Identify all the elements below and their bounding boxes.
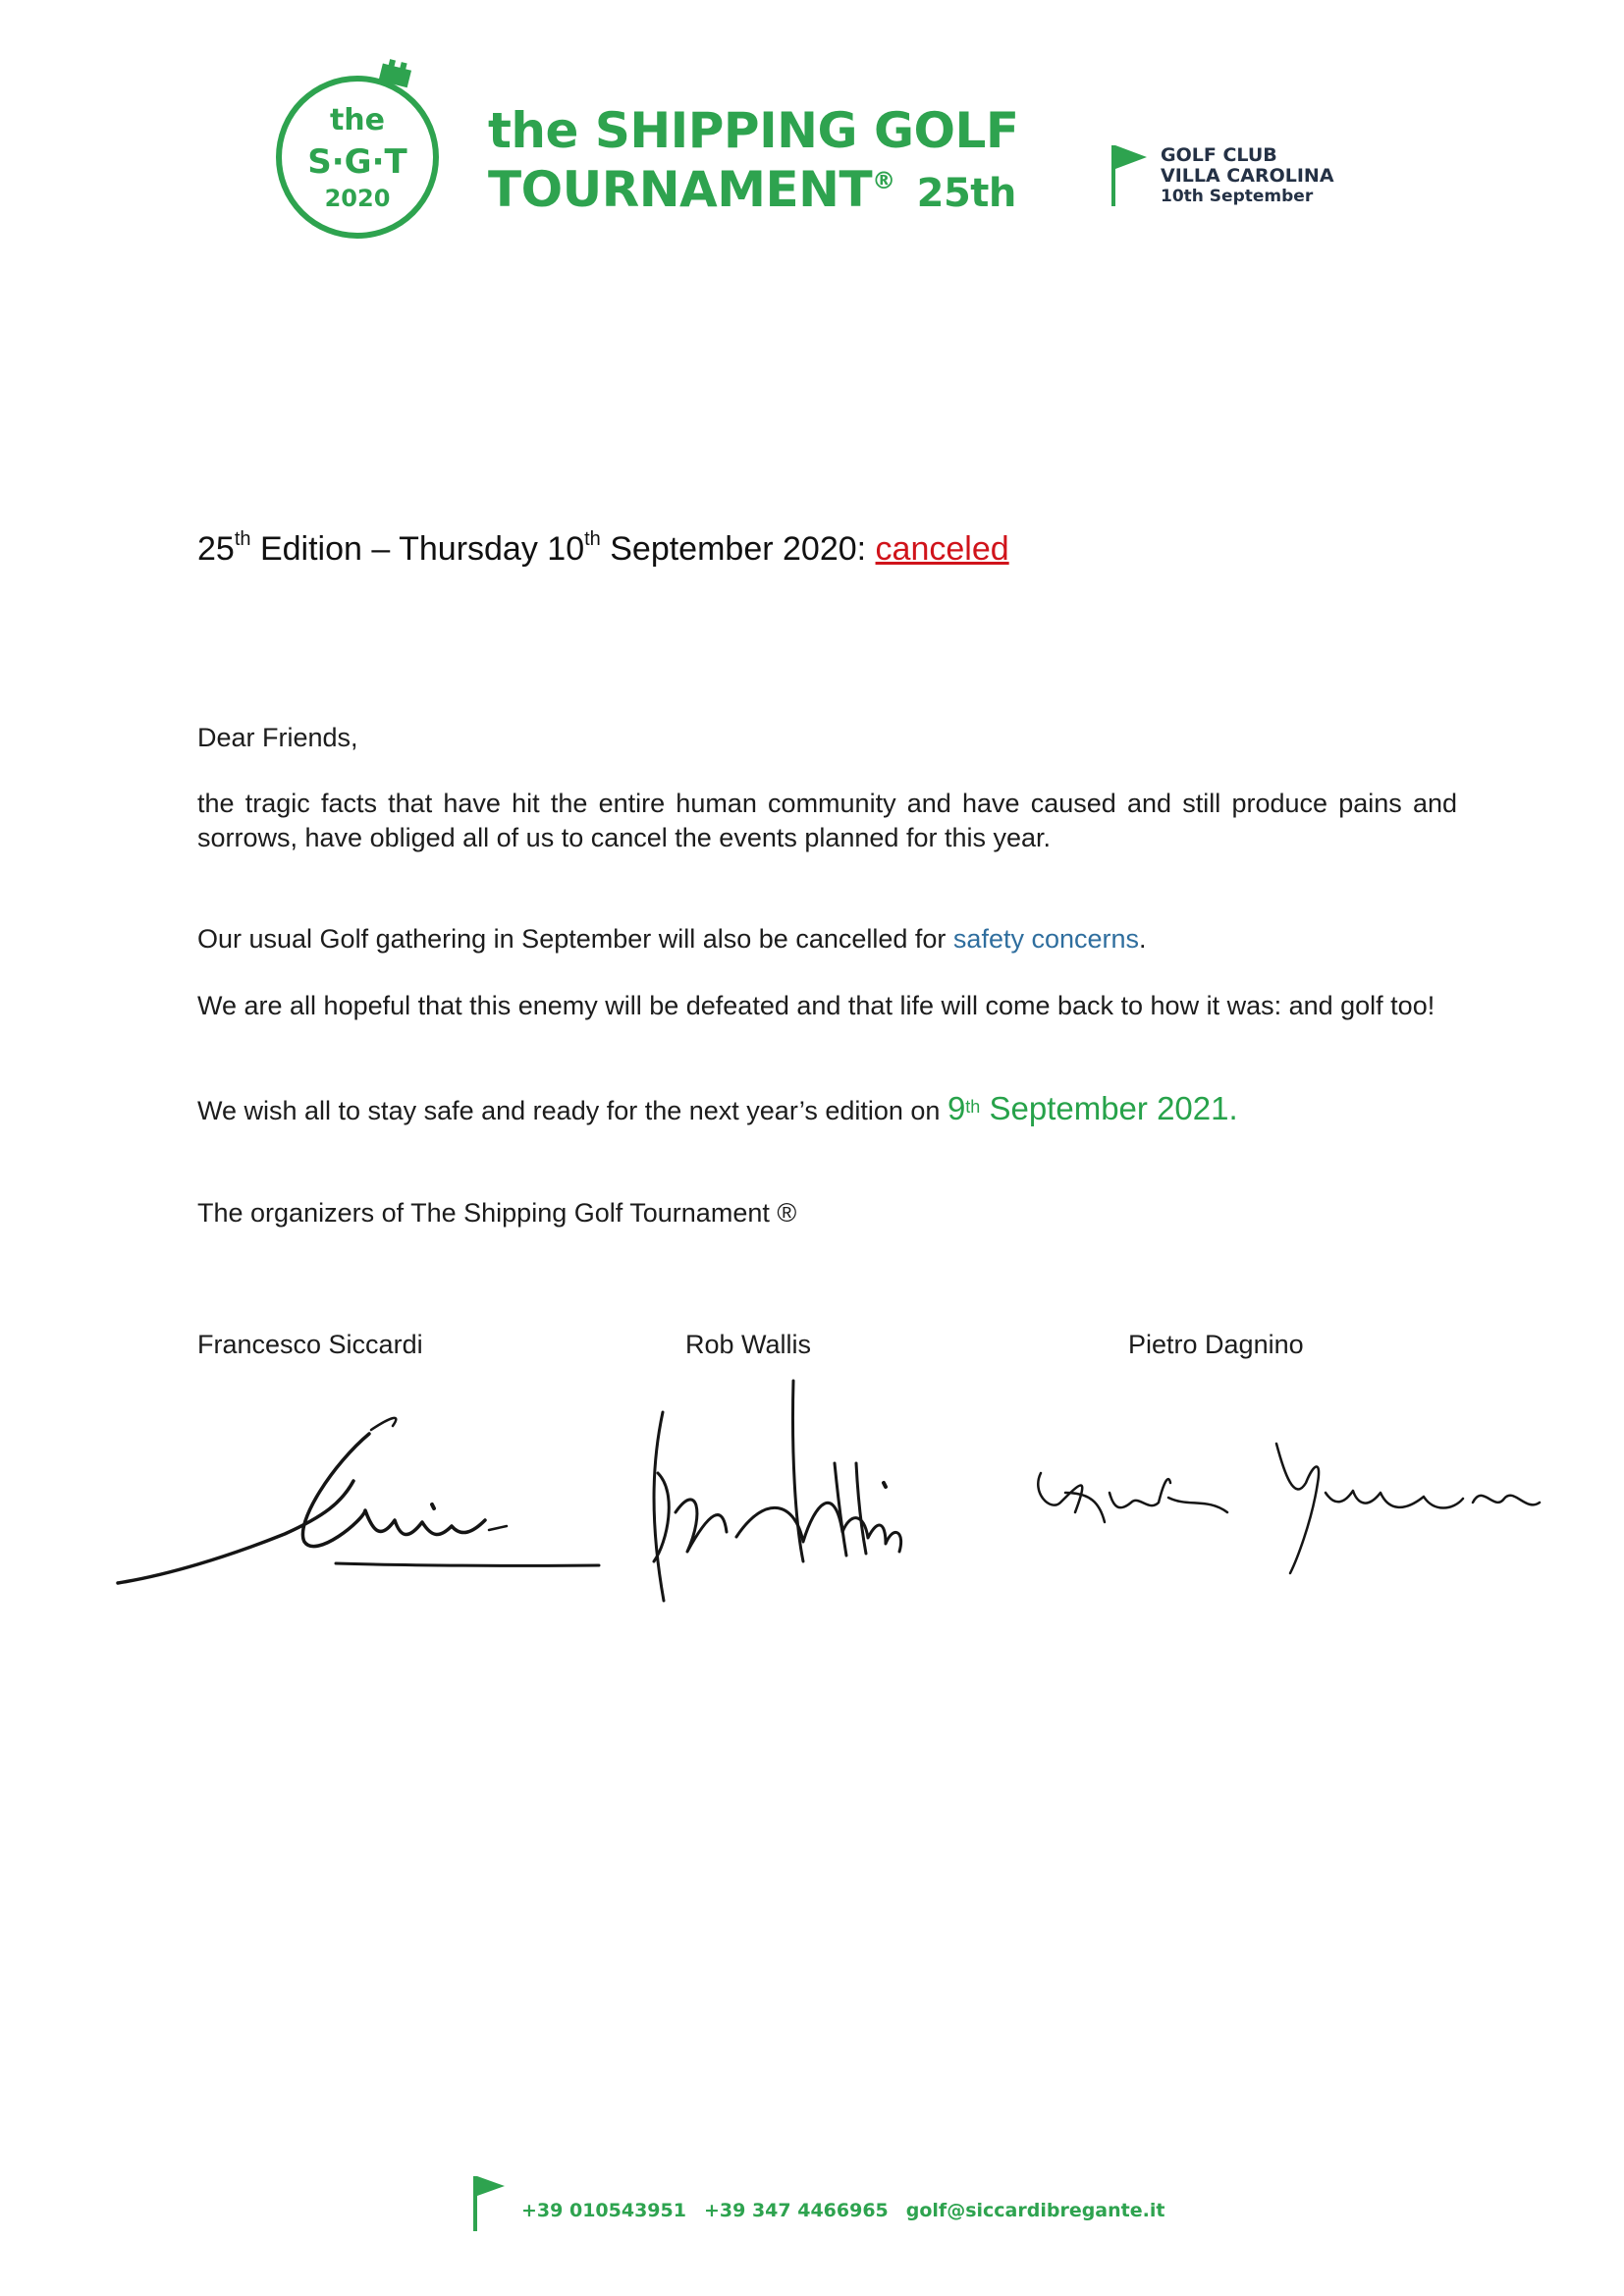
golf-flag-icon — [1108, 141, 1151, 210]
handwritten-signatures — [108, 1365, 1624, 1620]
letter-paragraph-4 — [197, 1091, 1457, 1128]
letter-paragraph-1: the tragic facts that have hit the entire human community and have caused and still produce pains and sorrows, have obliged all of us to cancel the events planned for this year. — [197, 789, 1457, 852]
phone-number-2: +39 347 4466965 — [703, 2200, 889, 2221]
signer-name: Rob Wallis — [685, 1330, 812, 1359]
edition-heading — [197, 530, 1009, 569]
signer-name: Francesco Siccardi — [197, 1330, 423, 1359]
letter-paragraph-3: We are all hopeful that this enemy will be defeated and that life will come back to how it was: and golf too! — [197, 991, 1435, 1020]
club-name-line1: GOLF CLUB — [1161, 144, 1277, 166]
paragraph-2-end: . — [1139, 924, 1147, 954]
next-edition-date — [947, 1090, 1238, 1126]
golf-club-info — [1161, 145, 1334, 207]
edition-number-suffix: th — [234, 528, 251, 550]
sgt-2020-logo — [271, 57, 450, 246]
tournament-title-line1: the SHIPPING GOLF — [488, 102, 1019, 159]
next-edition-day: 9 — [947, 1090, 966, 1126]
edition-day-suffix: th — [584, 528, 601, 550]
logo-line-sgt: S·G·T — [307, 142, 407, 182]
phone-number-1: +39 010543951 — [521, 2200, 686, 2221]
tournament-edition: 25th — [916, 171, 1016, 216]
edition-text-a: Edition – Thursday 10 — [250, 530, 585, 568]
edition-text-b: September 2020: — [600, 530, 876, 568]
canceled-status: canceled — [875, 530, 1009, 568]
club-date: 10th September — [1161, 187, 1314, 206]
edition-number: 25 — [197, 530, 235, 568]
registered-mark: ® — [872, 167, 895, 194]
paragraph-4-text: We wish all to stay safe and ready for the next year’s edition on — [197, 1096, 947, 1125]
signer-name: Pietro Dagnino — [1128, 1330, 1304, 1359]
tournament-title-word: TOURNAMENT — [488, 161, 873, 218]
logo-line-year: 2020 — [324, 185, 391, 212]
paragraph-2-text: Our usual Golf gathering in September will also be cancelled for — [197, 924, 953, 954]
tournament-title-line2 — [488, 161, 1016, 218]
next-edition-day-suffix: th — [965, 1097, 981, 1117]
letter-paragraph-2 — [197, 922, 1457, 957]
next-edition-month-year: September 2021. — [980, 1090, 1238, 1126]
logo-line-the: the — [329, 103, 386, 137]
contact-footer — [521, 2200, 1164, 2221]
golf-flag-icon — [469, 2172, 509, 2233]
letter-closing: The organizers of The Shipping Golf Tournament ® — [197, 1198, 797, 1228]
club-name-line2: VILLA CAROLINA — [1161, 165, 1334, 187]
safety-concerns-text: safety concerns — [952, 924, 1140, 954]
contact-email: golf@siccardibregante.it — [905, 2200, 1165, 2221]
letter-greeting: Dear Friends, — [197, 723, 358, 752]
